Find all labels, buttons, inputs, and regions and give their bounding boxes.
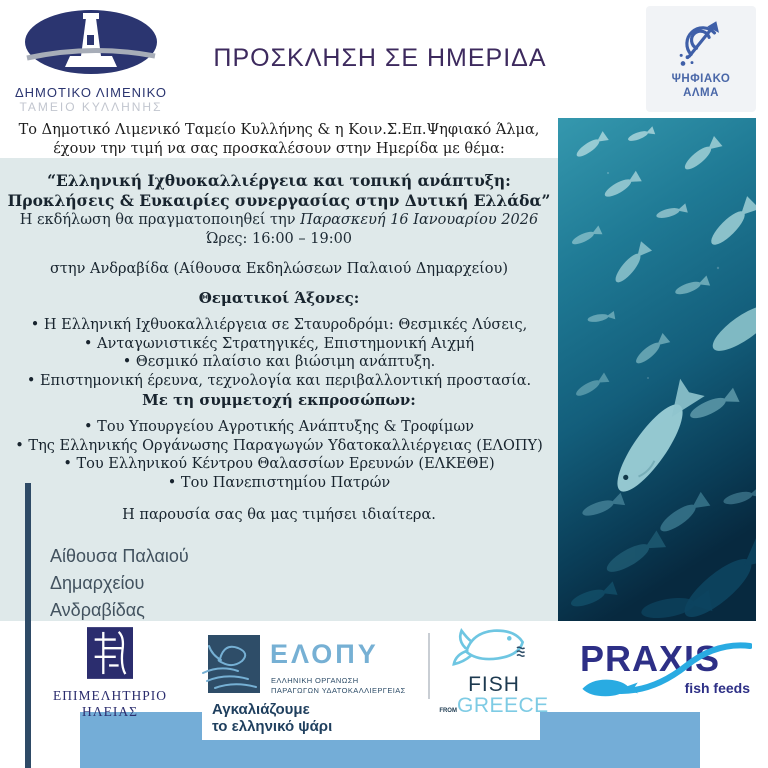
page-title: ΠΡΟΣΚΛΗΣΗ ΣΕ ΗΜΕΡΙΔΑ <box>213 44 547 72</box>
event-date-line: Η εκδήλωση θα πραγματοποιηθεί την Παρασκευή 16 Ιανουαρίου 2026 <box>19 212 539 229</box>
port-fund-subname: ΤΑΜΕΙΟ ΚΥΛΛΗΝΗΣ <box>19 100 163 114</box>
praxis-fish-icon <box>578 676 644 705</box>
topics-heading: Θεματικοί Άξονες: <box>198 289 360 307</box>
participant-item: • Της Ελληνικής Οργάνωσης Παραγωγών Υδατοκαλλιέργειας (ΕΛΟΠΥ) <box>15 437 543 454</box>
ffg-word-from: FROM <box>439 707 457 714</box>
intro-line2: έχουν την τιμή να σας προσκαλέσουν στην Ημερίδα με θέμα: <box>53 140 505 157</box>
elopy-name: ΕΛΟΠΥ <box>270 639 379 669</box>
event-theme <box>0 171 558 249</box>
elopy-tagline-line1: Αγκαλιάζουμε <box>212 701 310 718</box>
elopy-fish-waves-icon <box>208 635 260 698</box>
elopy-sub-line2: ΠΑΡΑΓΩΓΩΝ ΥΔΑΤΟΚΑΛΛΙΕΡΓΕΙΑΣ <box>271 686 406 696</box>
event-details-panel <box>0 158 558 621</box>
participant-item: • Του Υπουργείου Αγροτικής Ανάπτυξης & Τροφίμων <box>84 419 474 435</box>
fish-from-greece-logo <box>438 622 550 716</box>
praxis-tagline: fish feeds <box>684 680 750 696</box>
chamber-name-line2: ΗΛΕΙΑΣ <box>82 704 138 720</box>
chamber-emblem-icon <box>87 666 133 683</box>
praxis-logo <box>578 638 752 702</box>
lighthouse-ellipse-icon <box>21 65 161 82</box>
venue-line3: Ανδραβίδας <box>50 600 145 620</box>
topic-item: • Η Ελληνική Ιχθυοκαλλιέργεια σε Σταυροδρόμι: Θεσμικές Λύσεις, <box>30 317 528 333</box>
footer-divider <box>428 633 430 699</box>
event-location: στην Ανδραβίδα (Αίθουσα Εκδηλώσεων Παλαιού Δημαρχείου) <box>49 261 509 277</box>
underwater-fish-photo <box>558 118 756 621</box>
elopy-tagline-line2: το ελληνικό ψάρι <box>212 718 333 736</box>
topic-item: • Ανταγωνιστικές Στρατηγικές, Επιστημονική Αιχμή <box>83 335 475 352</box>
theme-line2: Προκλήσεις & Ευκαιρίες συνεργασίας στην Δυτική Ελλάδα” <box>7 191 551 211</box>
praxis-name: PRAXIS <box>580 638 721 679</box>
digital-leap-logo <box>646 6 756 112</box>
chamber-of-ilia-logo <box>48 627 172 720</box>
port-fund-name: ΔΗΜΟΤΙΚΟ ΛΙΜΕΝΙΚΟ <box>14 85 168 100</box>
topic-item: • Επιστημονική έρευνα, τεχνολογία και περιβαλλοντική προστασία. <box>26 372 532 389</box>
ffg-word-fish: FISH <box>468 673 520 696</box>
theme-line1: “Ελληνική Ιχθυοκαλλιέργεια και τοπική ανάπτυξη: <box>47 171 511 190</box>
participant-item: • Του Ελληνικού Κέντρου Θαλασσίων Ερευνών (ΕΛΚΕΘΕ) <box>63 456 495 473</box>
event-date: Παρασκευή 16 Ιανουαρίου 2026 <box>300 212 539 229</box>
topic-item: • Θεσμικό πλαίσιο και βιώσιμη ανάπτυξη. <box>122 354 436 371</box>
venue-line1: Αίθουσα Παλαιού <box>50 546 189 566</box>
digital-leap-word2: ΑΛΜΑ <box>683 86 719 99</box>
venue-text <box>50 543 189 624</box>
port-fund-logo <box>14 8 168 114</box>
ffg-word-greece: GREECE <box>456 693 549 717</box>
vertical-accent-bar <box>25 483 31 768</box>
chamber-name-line1: ΕΠΙΜΕΛΗΤΗΡΙΟ <box>52 688 168 703</box>
participant-item: • Του Πανεπιστημίου Πατρών <box>167 474 391 491</box>
topics-list <box>0 316 558 390</box>
digital-leap-word1: ΨΗΦΙΑΚΟ <box>671 73 731 85</box>
participants-heading: Με τη συμμετοχή εκπροσώπων: <box>142 391 416 409</box>
fish-outline-icon <box>438 622 550 675</box>
intro-text <box>0 121 558 159</box>
participants-list <box>0 418 558 492</box>
intro-line1: Το Δημοτικό Λιμενικό Ταμείο Κυλλήνης & η Κοιν.Σ.Επ.Ψηφιακό Άλμα, <box>18 122 540 138</box>
event-hours: Ώρες: 16:00 – 19:00 <box>205 231 353 248</box>
venue-line2: Δημαρχείου <box>50 573 145 593</box>
arrow-leap-icon <box>674 55 728 72</box>
closing-line: Η παρουσία σας θα μας τιμήσει ιδιαίτερα. <box>122 507 436 523</box>
elopy-sub-line1: ΕΛΛΗΝΙΚΗ ΟΡΓΑΝΩΣΗ <box>271 676 359 685</box>
